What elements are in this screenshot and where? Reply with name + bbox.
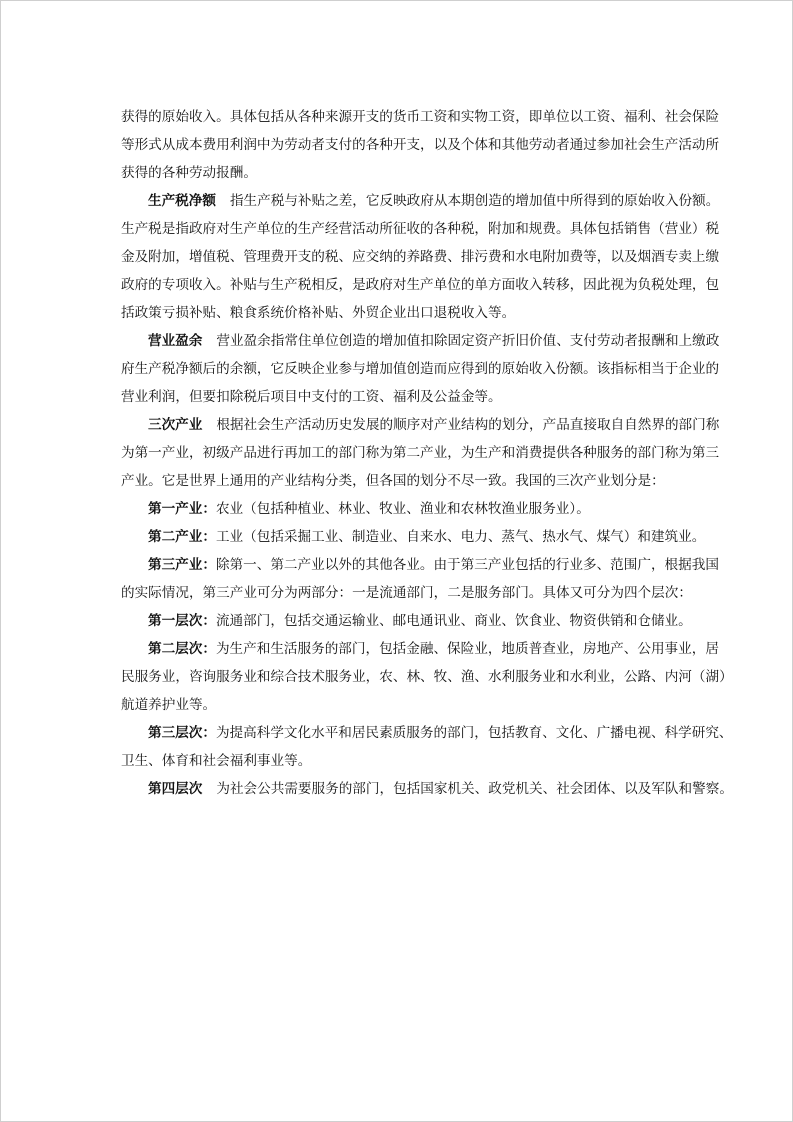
term-heading: 第四层次: [148, 781, 203, 797]
line-text: 获得的原始收入。具体包括从各种来源开支的货币工资和实物工资，即单位以工资、福利、社会保险: [121, 109, 720, 125]
term-heading: 第二产业：: [148, 529, 216, 545]
term-heading: 三次产业: [148, 417, 203, 433]
text-line: [121, 579, 692, 607]
text-line: [121, 663, 733, 691]
text-line: [121, 719, 733, 747]
paragraph: [121, 411, 720, 495]
term-heading: 生产税净额: [148, 193, 216, 209]
term-heading: 第三产业：: [148, 557, 216, 573]
line-text: 括政策亏损补贴、粮食系统价格补贴、外贸企业出口退税收入等。: [121, 305, 516, 321]
line-text: 除第一、第二产业以外的其他各业。由于第三产业包括的行业多、范围广，根据我国: [215, 557, 719, 573]
text-line: [121, 327, 720, 355]
text-line: [121, 551, 719, 579]
text-line: [121, 495, 678, 523]
paragraph: [121, 607, 692, 635]
paragraph: [121, 551, 719, 607]
line-text: 府生产税净额后的余额，它反映企业参与增加值创造而应得到的原始收入份额。该指标相当于企业的: [121, 361, 720, 377]
text-line: [121, 411, 720, 439]
paragraph: [121, 523, 706, 551]
line-text: 政府的专项收入。补贴与生产税相反，是政府对生产单位的单方面收入转移，因此视为负税处理，包: [121, 277, 720, 293]
line-text: 等形式从成本费用利润中为劳动者支付的各种开支，以及个体和其他劳动者通过参加社会生产活动所: [121, 137, 720, 153]
text-line: [121, 355, 720, 383]
text-line: [121, 299, 678, 327]
line-text: 流通部门，包括交通运输业、邮电通讯业、商业、饮食业、物资供销和仓储业。: [215, 613, 692, 629]
paragraph: [121, 635, 733, 719]
line-text: 工业（包括采掘工业、制造业、自来水、电力、蒸气、热水气、煤气）和建筑业。: [215, 529, 706, 545]
line-text: 金及附加，增值税、管理费开支的税、应交纳的养路费、排污费和水电附加费等，以及烟酒专卖上缴: [121, 249, 720, 265]
text-line: [121, 747, 678, 775]
text-line: [121, 439, 720, 467]
line-text: 指生产税与补贴之差，它反映政府从本期创造的增加值中所得到的原始收入份额。: [229, 193, 720, 209]
line-text: 的实际情况，第三产业可分为两部分：一是流通部门，二是服务部门。具体又可分为四个层次：: [121, 585, 692, 601]
text-line: [121, 635, 719, 663]
line-text: 为提高科学文化水平和居民素质服务的部门，包括教育、文化、广播电视、科学研究、: [215, 725, 733, 741]
term-heading: 第一层次：: [148, 613, 216, 629]
text-line: [121, 271, 720, 299]
line-text: 农业（包括种植业、林业、牧业、渔业和农林牧渔业服务业）。: [215, 501, 590, 517]
term-heading: 第三层次：: [148, 725, 216, 741]
paragraph: [121, 495, 678, 523]
text-line: [121, 691, 678, 719]
term-heading: 第二层次：: [148, 641, 216, 657]
line-text: 生产税是指政府对生产单位的生产经营活动所征收的各种税，附加和规费。具体包括销售（营业）税: [121, 221, 720, 237]
paragraph: [121, 327, 720, 411]
paragraph: [121, 775, 733, 803]
line-text: 营业利润，但要扣除税后项目中支付的工资、福利及公益金等。: [121, 389, 502, 405]
text-line: [121, 159, 678, 187]
text-line: [121, 243, 720, 271]
line-text: 为第一产业，初级产品进行再加工的部门称为第二产业，为生产和消费提供各种服务的部门称为第三: [121, 445, 720, 461]
text-line: [121, 523, 706, 551]
line-text: 为生产和生活服务的部门，包括金融、保险业，地质普查业，房地产、公用事业，居: [215, 641, 719, 657]
line-text: 营业盈余指常住单位创造的增加值扣除固定资产折旧价值、支付劳动者报酬和上缴政: [216, 333, 720, 349]
line-text: 民服务业，咨询服务业和综合技术服务业，农、林、牧、渔、水利服务业和水利业，公路、内河（湖）: [121, 669, 733, 685]
line-text: 卫生、体育和社会福利事业等。: [121, 753, 312, 769]
text-line: [121, 775, 733, 803]
term-heading: 第一产业：: [148, 501, 216, 517]
text-line: [121, 131, 720, 159]
line-text: 产业。它是世界上通用的产业结构分类，但各国的划分不尽一致。我国的三次产业划分是：: [121, 473, 665, 489]
line-text: 获得的各种劳动报酬。: [121, 165, 257, 181]
text-line: [121, 103, 720, 131]
paragraph: [121, 103, 720, 187]
text-line: [121, 215, 720, 243]
line-text: 航道养护业等。: [121, 697, 217, 713]
paragraph: [121, 187, 720, 327]
term-heading: 营业盈余: [148, 333, 203, 349]
text-line: [121, 383, 678, 411]
paragraph: [121, 719, 733, 775]
line-text: 为社会公共需要服务的部门，包括国家机关、政党机关、社会团体、以及军队和警察。: [216, 781, 733, 797]
text-line: [121, 607, 692, 635]
line-text: 根据社会生产活动历史发展的顺序对产业结构的划分，产品直接取自自然界的部门称: [216, 417, 720, 433]
text-line: [121, 467, 678, 495]
text-line: [121, 187, 720, 215]
document-body: [121, 103, 733, 803]
